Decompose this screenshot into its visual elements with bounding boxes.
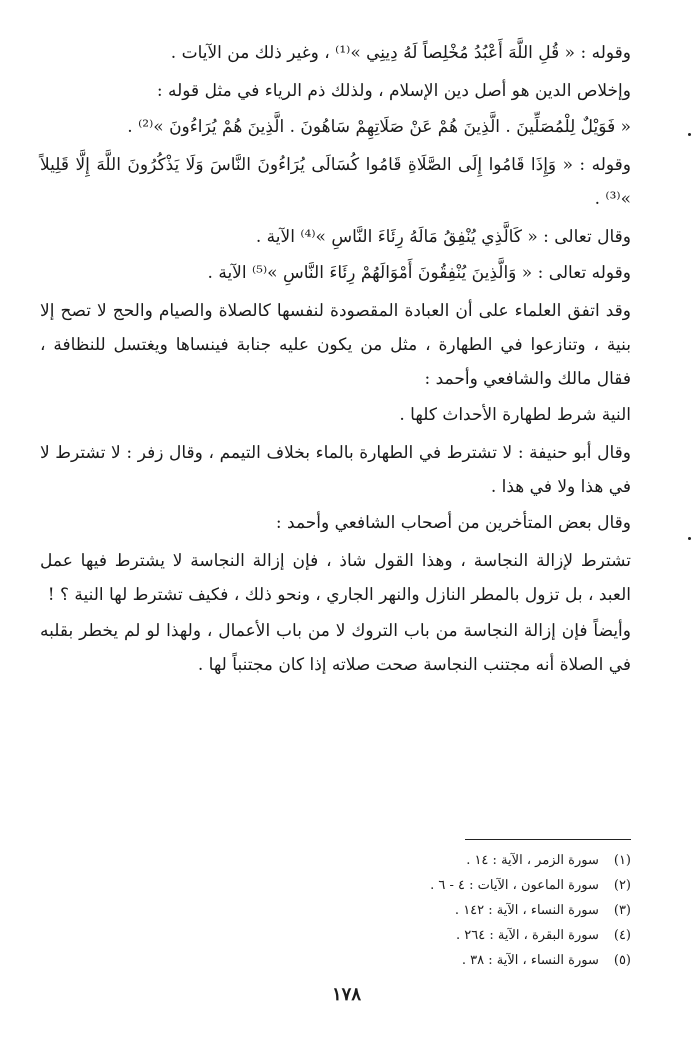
footnote-number: (٢) bbox=[613, 878, 631, 893]
footnote-number: (٥) bbox=[613, 953, 631, 968]
quran-quote: « فَوَيْلٌ لِلْمُصَلِّينَ . الَّذِينَ هُمْ عَنْ صَلَاتِهِمْ سَاهُونَ . الَّذِينَ هُمْ يُرَاءُونَ »⁽²⁾ . bbox=[127, 117, 631, 137]
paragraph: وقد اتفق العلماء على أن العبادة المقصودة لنفسها كالصلاة والصيام والحج لا تصح إلا بنية ، وتنازعوا في الطهارة ، مثل من يكون عليه جنابة فينساها ويغتسل للنظافة ، فقال مالك والشافعي وأحمد : bbox=[40, 301, 631, 389]
footnote-item bbox=[331, 848, 631, 873]
paragraph: وقوله : « قُلِ اللَّهَ أَعْبُدُ مُخْلِصاً لَهُ دِينِي »⁽¹⁾ ، وغير ذلك من الآيات . bbox=[170, 43, 631, 63]
paragraph: وأيضاً فإن إزالة النجاسة من باب التروك لا من باب الأعمال ، ولهذا لو لم يخطر بقلبه في الصلاة أنه مجتنب النجاسة صحت صلاته إذا كان مجتنباً لها . bbox=[40, 621, 631, 675]
footnote-item bbox=[331, 873, 631, 898]
footnotes bbox=[331, 848, 631, 973]
margin-dot bbox=[688, 537, 691, 540]
paragraph: وقال بعض المتأخرين من أصحاب الشافعي وأحمد : bbox=[275, 513, 631, 533]
main-text bbox=[40, 36, 631, 682]
footnote-number: (٣) bbox=[613, 903, 631, 918]
paragraph: وقال أبو حنيفة : لا تشترط في الطهارة بالماء بخلاف التيمم ، وقال زفر : لا تشترط لا في هذا ولا في هذا . bbox=[40, 443, 631, 497]
footnote-item bbox=[331, 948, 631, 973]
paragraph: وقوله : « وَإِذَا قَامُوا إِلَى الصَّلَاةِ قَامُوا كُسَالَى يُرَاءُونَ النَّاسَ وَلَا يَذْكُرُونَ اللَّهَ إِلَّا قَلِيلاً »⁽³⁾ . bbox=[40, 155, 631, 209]
footnote-text: سورة النساء ، الآية : ١٤٢ . bbox=[454, 903, 599, 918]
footnote-text: سورة البقرة ، الآية : ٢٦٤ . bbox=[456, 928, 599, 943]
footnote-text: سورة الماعون ، الآيات : ٤ - ٦ . bbox=[430, 878, 599, 893]
paragraph: وقال تعالى : « كَالَّذِي يُنْفِقُ مَالَهُ رِئَاءَ النَّاسِ »⁽⁴⁾ الآية . bbox=[255, 227, 631, 247]
paragraph: تشترط لإزالة النجاسة ، وهذا القول شاذ ، فإن إزالة النجاسة لا يشترط فيها عمل العبد ، بل تزول بالمطر النازل والنهر الجاري ، ونحو ذلك ، فكيف تشترط لها النية ؟ ! bbox=[40, 551, 631, 605]
footnote-text: سورة النساء ، الآية : ٣٨ . bbox=[461, 953, 599, 968]
footnote-text: سورة الزمر ، الآية : ١٤ . bbox=[466, 853, 599, 868]
paragraph: النية شرط لطهارة الأحداث كلها . bbox=[399, 405, 631, 425]
paragraph: وقوله تعالى : « وَالَّذِينَ يُنْفِقُونَ أَمْوَالَهُمْ رِئَاءَ النَّاسِ »⁽⁵⁾ الآية . bbox=[207, 263, 631, 283]
footnote-divider bbox=[465, 839, 631, 840]
footnote-item bbox=[331, 898, 631, 923]
margin-dot bbox=[688, 133, 691, 136]
footnote-number: (٤) bbox=[613, 928, 631, 943]
paragraph: وإخلاص الدين هو أصل دين الإسلام ، ولذلك ذم الرياء في مثل قوله : bbox=[156, 81, 631, 101]
page-number: ١٧٨ bbox=[331, 984, 361, 1005]
footnote-number: (١) bbox=[613, 853, 631, 868]
footnote-item bbox=[331, 923, 631, 948]
